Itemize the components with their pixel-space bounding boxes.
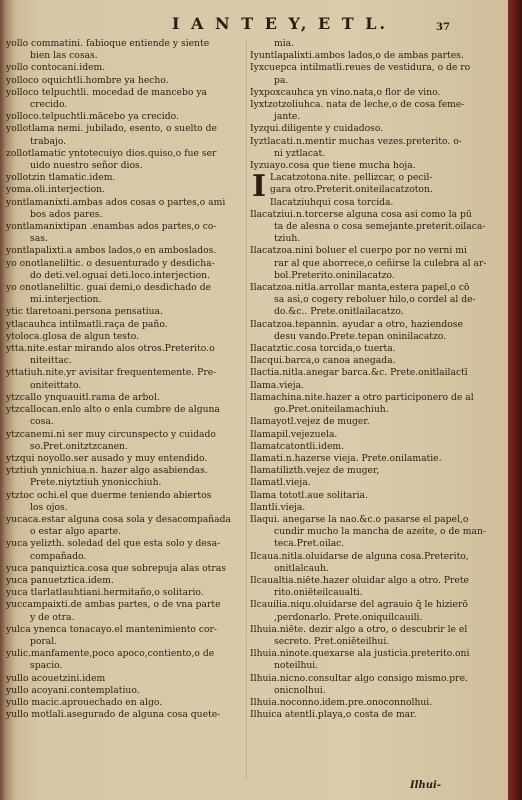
dictionary-entry: yolloco.telpuchtli.mācebo ya crecido. bbox=[6, 111, 179, 123]
dictionary-entry: yollotzin tlamatic.idem. bbox=[6, 172, 116, 184]
dictionary-entry: yollo contocani.idem. bbox=[6, 62, 106, 74]
dictionary-entry: yolloco oquichtli.hombre ya hecho. bbox=[6, 74, 169, 86]
entry-continuation: cosa. bbox=[30, 416, 54, 428]
dictionary-entry: Ilcaua.nitla.oluidarse de alguna cosa.Preterito, bbox=[250, 550, 469, 562]
entry-continuation: noteilhui. bbox=[274, 660, 319, 672]
right-column bbox=[250, 38, 487, 721]
catchword: Ilhui- bbox=[410, 780, 441, 791]
entry-continuation: ta de alesna o cosa semejante.preterit.oilaca- bbox=[274, 221, 486, 233]
entry-continuation: uido nuestro señor dios. bbox=[30, 160, 143, 172]
dictionary-entry: Ilama tototl.aue solitaria. bbox=[250, 489, 368, 501]
entry-continuation: niteittac. bbox=[30, 355, 72, 367]
dictionary-entry: Iyzuayo.cosa que tiene mucha hoja. bbox=[250, 160, 416, 172]
dictionary-entry: Iyuntlapalixti.ambos lados,o de ambas partes. bbox=[250, 50, 464, 62]
dictionary-entry: yuca tlarlatlauhtiani.hermitaño,o solitario. bbox=[6, 587, 204, 599]
dictionary-entry: Ilamatilizth.vejez de muger, bbox=[250, 465, 380, 477]
running-head: I A N T E Y, E T L. bbox=[172, 14, 389, 33]
dictionary-entry: Ilama.vieja. bbox=[250, 379, 304, 391]
dictionary-entry: Ilamachina.nite.hazer a otro participonero de al bbox=[250, 391, 474, 403]
dictionary-entry: Ilacatzoa.tepannin. ayudar a otro, haziendose bbox=[250, 318, 463, 330]
dictionary-entry: yucaca.estar alguna cosa sola y desacompañada bbox=[6, 513, 231, 525]
dictionary-entry: yuca panquiztica.cosa que sobrepuja alas otras bbox=[6, 562, 226, 574]
entry-continuation: rito.oniēteilcaualti. bbox=[274, 587, 363, 599]
entry-continuation: oniteittato. bbox=[30, 379, 82, 391]
dictionary-entry: yullo acoyani.contemplatiuo. bbox=[6, 684, 140, 696]
dictionary-entry: ytlacauhca intilmatli.raça de paño. bbox=[6, 318, 168, 330]
dictionary-entry: Ilhuia.noconno.idem.pre.onoconnolhui. bbox=[250, 696, 433, 708]
dictionary-entry: Ilamapil.vejezuela. bbox=[250, 428, 338, 440]
dictionary-entry: ytzqui noyollo.ser ausado y muy entendido. bbox=[6, 452, 208, 464]
left-column bbox=[6, 38, 244, 721]
dictionary-entry: Ilcauilia.niqu.oluidarse del agrauio q̄ le hizierō bbox=[250, 599, 468, 611]
dictionary-entry: ytoloca.glosa de algun testo. bbox=[6, 330, 140, 342]
dictionary-entry: yuca panuetztica.idem. bbox=[6, 574, 114, 586]
entry-continuation: o estar algo aparte. bbox=[30, 526, 122, 538]
dictionary-entry: Ilamayotl.vejez de muger. bbox=[250, 416, 370, 428]
dictionary-entry: Ilacatziuhqui cosa torcida. bbox=[270, 196, 394, 208]
dictionary-entry: yulic.manfamente,poco apoco,contiento,o de bbox=[6, 648, 215, 660]
dictionary-entry: Ilacatzoa.nitla.arrollar manta,estera papel,o cō bbox=[250, 282, 470, 294]
dictionary-entry: zollotlamatic yntotecuiyo dios.quiso,o fue ser bbox=[6, 147, 217, 159]
entry-continuation: los ojos. bbox=[30, 501, 68, 513]
entry-continuation: onicnolhui. bbox=[274, 684, 326, 696]
dictionary-entry: yolloco telpuchtli. mocedad de mancebo ya bbox=[6, 86, 207, 98]
dictionary-entry: Ilamatcatontli.idem. bbox=[250, 440, 345, 452]
dictionary-entry: Ilacatziui.n.torcerse alguna cosa asi como la pū bbox=[250, 208, 472, 220]
dictionary-entry: gara otro.Preterit.oniteilacatzoton. bbox=[270, 184, 433, 196]
dictionary-entry: Ilactia.nitla.anegar barca.&c. Prete.onitlailactī bbox=[250, 367, 468, 379]
entry-continuation: secreto. Pret.oniēteilhui. bbox=[274, 635, 390, 647]
dictionary-entry: ytta.nite.estar mirando alos otros.Preterito.o bbox=[6, 343, 215, 355]
dictionary-entry: ytztiuh ynnichiua.n. hazer algo asabiendas. bbox=[6, 465, 208, 477]
entry-continuation: do.&c.. Prete.onitlailacatzo. bbox=[274, 306, 404, 318]
column-separator bbox=[246, 40, 247, 780]
entry-continuation: onitlalcauh. bbox=[274, 562, 329, 574]
dictionary-entry: Ilaqui. anegarse la nao.&c.o pasarse el papel,o bbox=[250, 513, 469, 525]
dropcap-letter: I bbox=[252, 169, 267, 205]
dictionary-entry: Lacatzotona.nite. pellizcar, o pecil- bbox=[270, 172, 433, 184]
dictionary-entry: Ilamati.n.hazerse vieja. Prete.onilamatie. bbox=[250, 452, 442, 464]
entry-continuation: mi.interjection. bbox=[30, 294, 102, 306]
dictionary-entry: Iyxpoxcauhca yn vino.nata,o flor de vino. bbox=[250, 86, 441, 98]
entry-continuation: spacio. bbox=[30, 660, 63, 672]
dictionary-entry: Ilhuia.nicno.consultar algo consigo mismo.pre. bbox=[250, 672, 468, 684]
dictionary-entry: yontlamanixtipan .enambas ados partes,o co- bbox=[6, 221, 217, 233]
dictionary-entry: yttatiuh.nite.yr avisitar frequentemente. Pre- bbox=[6, 367, 217, 379]
dictionary-entry: Iyxtzotzoliuhca. nata de leche,o de cosa feme- bbox=[250, 99, 465, 111]
entry-continuation: do deti.vel.oguai deti.loco.interjection. bbox=[30, 269, 210, 281]
dictionary-entry: Ilhuia.niēte. dezir algo a otro, o descubrir le el bbox=[250, 623, 468, 635]
dictionary-entry: Iyxcuepca intilmatli.reues de vestidura, o de ro bbox=[250, 62, 471, 74]
entry-continuation: rar al que aborrece,o ceñirse la culebra al ar- bbox=[274, 257, 487, 269]
dictionary-entry: yoma.oli.interjection. bbox=[6, 184, 105, 196]
dictionary-entry: ytztoc ochi.el que duerme teniendo abiertos bbox=[6, 489, 212, 501]
entry-continuation: jante. bbox=[274, 111, 301, 123]
entry-continuation: bol.Preterito.oninilacatzo. bbox=[274, 269, 395, 281]
entry-continuation: teca.Pret.oilac. bbox=[274, 538, 345, 550]
dictionary-entry: yuccampaixti.de ambas partes, o de vna parte bbox=[6, 599, 221, 611]
folio-number: 37 bbox=[436, 22, 450, 33]
entry-continuation: bien las cosas. bbox=[30, 50, 98, 62]
dictionary-entry: yontlapalixti.a ambos lados,o en amboslados. bbox=[6, 245, 217, 257]
entry-continuation: tziuh. bbox=[274, 233, 301, 245]
dictionary-entry: Iyztlacati.n.mentir muchas vezes.preterito. o- bbox=[250, 135, 462, 147]
entry-continuation: trabajo. bbox=[30, 135, 67, 147]
entry-continuation: Prete.niytztiuh ynonicchiuh. bbox=[30, 477, 162, 489]
dictionary-entry: yuca yelizth. soledad del que esta solo y desa- bbox=[6, 538, 221, 550]
dictionary-entry: ytzcallocan.enlo alto o enla cumbre de alguna bbox=[6, 404, 220, 416]
book-edge bbox=[508, 0, 522, 800]
entry-continuation: pa. bbox=[274, 74, 289, 86]
dictionary-entry: yulca ynenca tonacayo.el mantenimiento cor- bbox=[6, 623, 218, 635]
dictionary-entry: Ilantli.vieja. bbox=[250, 501, 306, 513]
entry-continuation: y de otra. bbox=[30, 611, 75, 623]
dictionary-entry: yullo motlali.asegurado de alguna cosa quete- bbox=[6, 709, 221, 721]
dropcap-block bbox=[250, 169, 487, 721]
dictionary-entry: ytic tlaretoani.persona pensatiua. bbox=[6, 306, 163, 318]
dictionary-entry: yollo commatini. fabioque entiende y siente bbox=[6, 38, 210, 49]
entry-continuation: sas. bbox=[30, 233, 48, 245]
entry-continuation: sa asi,o cogery reboluer hilo,o cordel al de- bbox=[274, 294, 476, 306]
page-header bbox=[0, 8, 508, 38]
dictionary-entry: Ilhuia.ninote.quexarse ala justicia.preterito.oni bbox=[250, 648, 470, 660]
dictionary-entry: Ilamatl.vieja. bbox=[250, 477, 311, 489]
dictionary-entry: yo onotlaneliltic. guai demi,o desdichado de bbox=[6, 282, 212, 294]
entry-continuation: mia. bbox=[274, 38, 295, 49]
dictionary-entry: yullo macic.aprouechado en algo. bbox=[6, 696, 163, 708]
entry-continuation: compañado. bbox=[30, 550, 87, 562]
dictionary-entry: yo onotlaneliltic. o desuenturado y desdicha- bbox=[6, 257, 215, 269]
dictionary-entry: Ilacatztic.cosa torcida,o tuerta. bbox=[250, 343, 396, 355]
entry-continuation: ni yztlacat. bbox=[274, 147, 326, 159]
entry-continuation: cundir mucho la mancha de azeite, o de man- bbox=[274, 526, 486, 538]
dictionary-entry: Ilcaualtia.niēte.hazer oluidar algo a otro. Prete bbox=[250, 574, 469, 586]
dictionary-entry: Ilacatzoa.nini boluer el cuerpo por no verni mi bbox=[250, 245, 467, 257]
entry-continuation: crecido. bbox=[30, 99, 68, 111]
dictionary-entry: Ilacqui.barca,o canoa anegada. bbox=[250, 355, 396, 367]
dictionary-entry: Ilhuica atentli.playa,o costa de mar. bbox=[250, 709, 417, 721]
entry-continuation: ,perdonarlo. Prete.oniquilcauili. bbox=[274, 611, 423, 623]
dictionary-entry: yullo acouetzini.idem bbox=[6, 672, 106, 684]
dictionary-entry: yollotlama nemi. jubilado, esento, o suelto de bbox=[6, 123, 217, 135]
entry-continuation: desu vando.Prete.tepan oninilacatzo. bbox=[274, 330, 447, 342]
entry-continuation: poral. bbox=[30, 635, 58, 647]
dictionary-entry: ytzcallo ynquauitl.rama de arbol. bbox=[6, 391, 160, 403]
entry-continuation: so.Pret.onitztzcanen. bbox=[30, 440, 128, 452]
dictionary-entry: yontlamanixti.ambas ados cosas o partes,o ami bbox=[6, 196, 226, 208]
dictionary-entry: ytzcanemi.ni ser muy circunspecto y cuidado bbox=[6, 428, 216, 440]
dictionary-entry: Iyzqui.diligente y cuidadoso. bbox=[250, 123, 384, 135]
entry-continuation: go.Pret.oniteilamachiuh. bbox=[274, 404, 389, 416]
entry-continuation: bos ados pares. bbox=[30, 208, 103, 220]
